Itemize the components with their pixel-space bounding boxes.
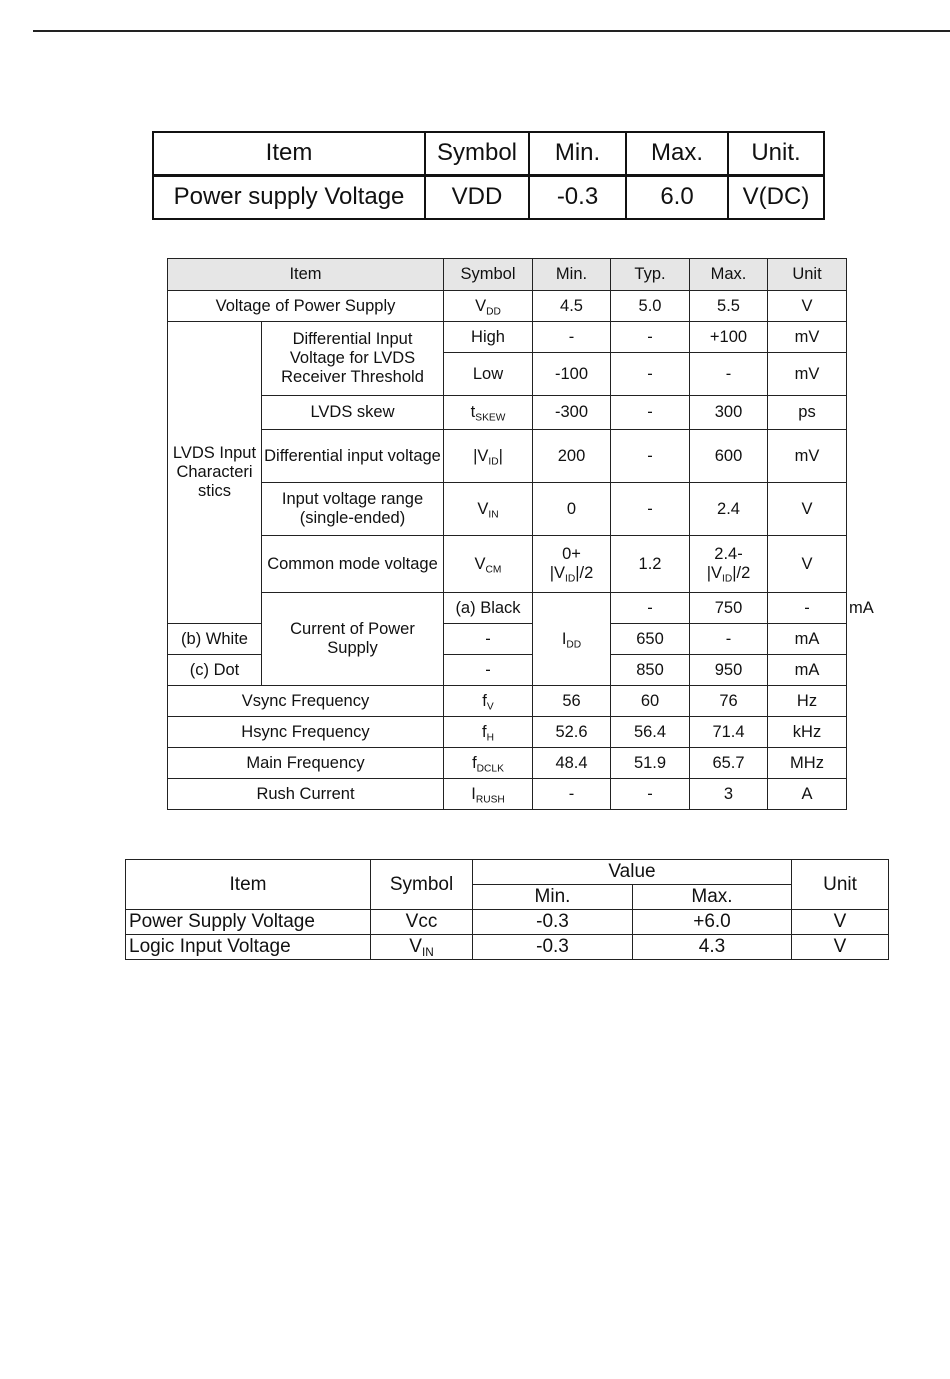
cell-max: 71.4: [690, 717, 768, 748]
cell-symbol: Low: [444, 353, 533, 396]
cell-max: 3: [690, 779, 768, 810]
col-header-max: Max.: [633, 885, 792, 910]
cell-symbol: $t_{SKEW}$: [444, 396, 533, 430]
col-header-min: Min.: [529, 132, 626, 175]
cell-max: -: [690, 624, 768, 655]
cell-min: -: [611, 593, 690, 624]
cell-symbol: $I_{RUSH}$: [444, 779, 533, 810]
cell-max: +6.0: [633, 910, 792, 935]
table-row: [168, 686, 847, 717]
cell-max: 4.3: [633, 935, 792, 960]
table-row: [153, 175, 824, 219]
cell-item: Voltage of Power Supply: [168, 291, 444, 322]
cell-unit: V: [768, 536, 847, 593]
cell-item: Hsync Frequency: [168, 717, 444, 748]
cell-min: 48.4: [533, 748, 611, 779]
cell-symbol: VDD: [425, 175, 529, 219]
cell-item: (b) White: [168, 624, 262, 655]
header-rule: [33, 30, 950, 32]
cell-unit: Hz: [768, 686, 847, 717]
table-row: [168, 717, 847, 748]
cell-min: -0.3: [529, 175, 626, 219]
col-header-item: Item: [168, 259, 444, 291]
cell-item: LVDS skew: [262, 396, 444, 430]
group-label-current: Current of Power Supply: [262, 593, 444, 686]
col-header-min: Min.: [473, 885, 633, 910]
cell-item: Vsync Frequency: [168, 686, 444, 717]
cell-typ: 650: [611, 624, 690, 655]
cell-typ: 51.9: [611, 748, 690, 779]
cell-min: -: [533, 322, 611, 353]
cell-item: (c) Dot: [168, 655, 262, 686]
cell-typ: 5.0: [611, 291, 690, 322]
table-row: [168, 430, 847, 483]
cell-min: -: [444, 624, 533, 655]
cell-max: 600: [690, 430, 768, 483]
cell-max: -: [768, 593, 847, 624]
cell-max: 2.4: [690, 483, 768, 536]
cell-unit: V: [792, 935, 889, 960]
cell-typ: -: [611, 779, 690, 810]
cell-unit: A: [768, 779, 847, 810]
cell-item: Power Supply Voltage: [126, 910, 371, 935]
cell-item: Logic Input Voltage: [126, 935, 371, 960]
col-header-unit: Unit: [792, 860, 889, 910]
cell-typ: -: [611, 430, 690, 483]
table-row: [168, 322, 847, 353]
cell-min: 52.6: [533, 717, 611, 748]
cell-symbol: Vcc: [371, 910, 473, 935]
col-header-unit: Unit.: [728, 132, 824, 175]
col-header-symbol: Symbol: [371, 860, 473, 910]
cell-unit: V: [768, 291, 847, 322]
table-row: [168, 291, 847, 322]
col-header-value: Value: [473, 860, 792, 885]
cell-min: 0+ $|V_{ID}|/2$: [533, 536, 611, 593]
cell-typ: 850: [611, 655, 690, 686]
abs-max-table: [152, 131, 825, 220]
cell-typ: -: [611, 396, 690, 430]
cell-max: 6.0: [626, 175, 728, 219]
cell-unit: mV: [768, 353, 847, 396]
table-row: [168, 748, 847, 779]
cell-max: 5.5: [690, 291, 768, 322]
cell-min: 56: [533, 686, 611, 717]
cell-unit: V: [792, 910, 889, 935]
cell-min: -: [533, 779, 611, 810]
cell-unit: mV: [768, 322, 847, 353]
col-header-item: Item: [153, 132, 425, 175]
col-header-item: Item: [126, 860, 371, 910]
cell-unit: V(DC): [728, 175, 824, 219]
cell-item: Common mode voltage: [262, 536, 444, 593]
cell-typ: 750: [690, 593, 768, 624]
cell-unit: V: [768, 483, 847, 536]
table-row: [168, 483, 847, 536]
cell-typ: -: [611, 483, 690, 536]
cell-typ: -: [611, 322, 690, 353]
table-row: [168, 396, 847, 430]
col-header-max: Max.: [626, 132, 728, 175]
cell-max: 76: [690, 686, 768, 717]
group-label-lvds: LVDS Input Characteri stics: [168, 322, 262, 624]
table-row: [126, 935, 889, 960]
cell-min: -300: [533, 396, 611, 430]
cell-symbol: $f_H$: [444, 717, 533, 748]
col-header-max: Max.: [690, 259, 768, 291]
cell-min: -0.3: [473, 910, 633, 935]
col-header-typ: Typ.: [611, 259, 690, 291]
cell-min: -0.3: [473, 935, 633, 960]
cell-max: -: [690, 353, 768, 396]
cell-min: -: [444, 655, 533, 686]
table-row: [168, 536, 847, 593]
cell-item: Rush Current: [168, 779, 444, 810]
cell-unit: mV: [768, 430, 847, 483]
table-header-row: [168, 259, 847, 291]
col-header-symbol: Symbol: [425, 132, 529, 175]
cell-symbol: $f_{DCLK}$: [444, 748, 533, 779]
table-header-row: [153, 132, 824, 175]
cell-symbol: High: [444, 322, 533, 353]
cell-min: -100: [533, 353, 611, 396]
cell-symbol: $V_{IN}$: [444, 483, 533, 536]
cell-symbol: $V_{DD}$: [444, 291, 533, 322]
cell-symbol: $I_{DD}$: [533, 593, 611, 686]
cell-symbol: $V_{CM}$: [444, 536, 533, 593]
cell-unit: MHz: [768, 748, 847, 779]
cell-unit: ps: [768, 396, 847, 430]
cell-unit: kHz: [768, 717, 847, 748]
cell-max: 300: [690, 396, 768, 430]
cell-max: +100: [690, 322, 768, 353]
table-row: [126, 910, 889, 935]
cell-unit: mA: [768, 624, 847, 655]
cell-item: Main Frequency: [168, 748, 444, 779]
electrical-characteristics-table: [167, 258, 874, 810]
cell-item: Power supply Voltage: [153, 175, 425, 219]
cell-max: 2.4- $|V_{ID}|/2$: [690, 536, 768, 593]
col-header-min: Min.: [533, 259, 611, 291]
cell-symbol: $|V_{ID}|$: [444, 430, 533, 483]
cell-max: 65.7: [690, 748, 768, 779]
ratings-table: [125, 859, 889, 960]
cell-typ: 56.4: [611, 717, 690, 748]
cell-min: 4.5: [533, 291, 611, 322]
cell-item: Differential Input Voltage for LVDS Receiver Threshold: [262, 322, 444, 396]
table-row: [168, 779, 847, 810]
cell-item: Input voltage range (single-ended): [262, 483, 444, 536]
cell-typ: -: [611, 353, 690, 396]
cell-item: Differential input voltage: [262, 430, 444, 483]
cell-max: 950: [690, 655, 768, 686]
table-row: Current of Power Supply (a) Black $I_{DD}$ - 750 - mA: [168, 593, 847, 624]
cell-symbol: $V_{IN}$: [371, 935, 473, 960]
col-header-symbol: Symbol: [444, 259, 533, 291]
cell-typ: 1.2: [611, 536, 690, 593]
cell-symbol: $f_V$: [444, 686, 533, 717]
table-header-row: [126, 860, 889, 885]
cell-typ: 60: [611, 686, 690, 717]
cell-min: 0: [533, 483, 611, 536]
cell-unit: mA: [768, 655, 847, 686]
cell-item: (a) Black: [444, 593, 533, 624]
col-header-unit: Unit: [768, 259, 847, 291]
cell-min: 200: [533, 430, 611, 483]
